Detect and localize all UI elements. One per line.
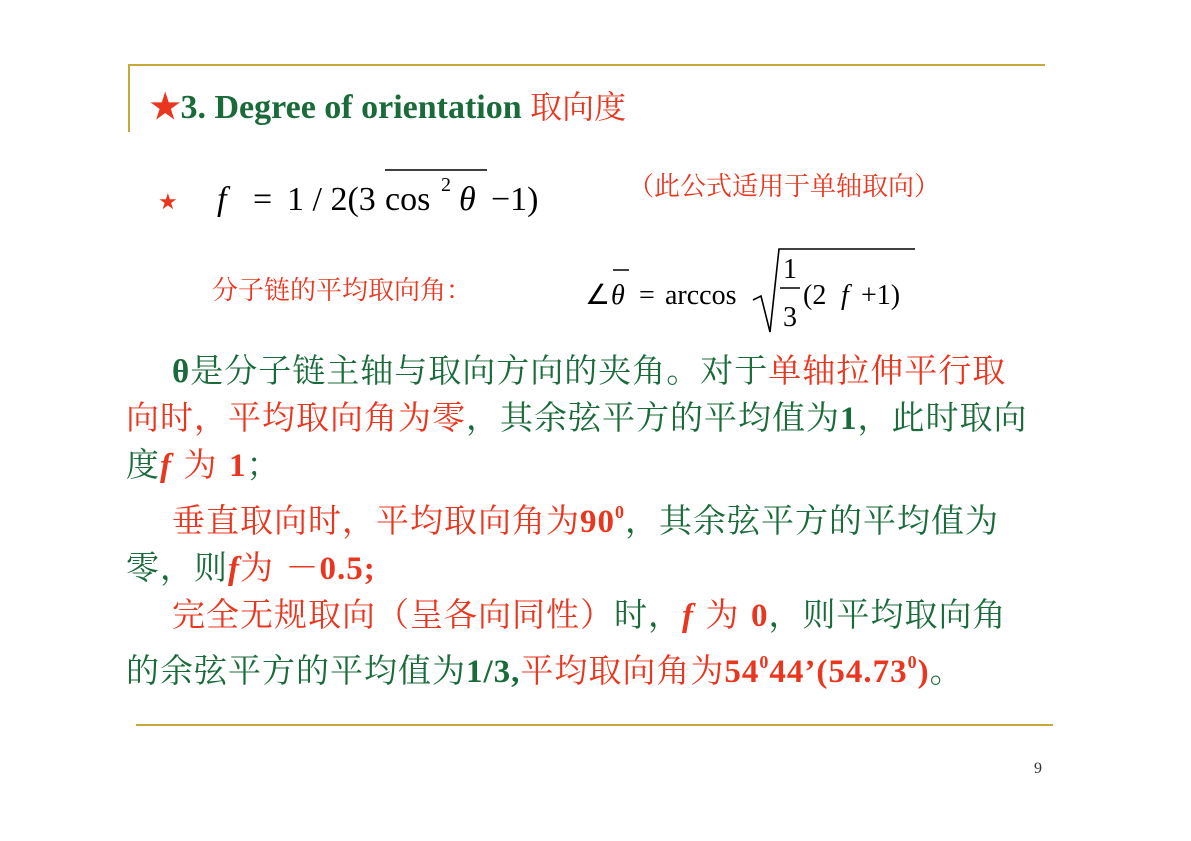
number-span: 1 [840,401,858,437]
theta-symbol: θ [172,354,191,390]
number-span: 0 [750,598,769,634]
paragraph-parallel [126,348,1038,489]
text-span: ，则平均取向角的余弦平方的平均值为 [126,595,1007,690]
left-rule [128,64,130,132]
number-span: 0.5; [319,551,376,587]
formula-note: （此公式适用于单轴取向） [628,172,941,202]
highlight-span: 平均取向角为 [520,651,725,690]
superscript: 0 [907,652,918,672]
highlight-span: 为 [172,445,229,484]
formula-f: f [217,181,227,218]
text-span: ，其余弦平方的平均值为零，则 [126,501,999,587]
bottom-rule [136,724,1053,726]
title-chinese: 取向度 [530,88,627,126]
formula-theta: θ [459,181,476,218]
angle-theta: θ [611,280,625,311]
top-rule [128,64,1045,66]
explanation-text [126,348,1038,695]
highlight-span: 为 [694,595,751,634]
highlight-span: 垂直取向时，平均取向角为 [172,501,580,540]
page-number: 9 [1034,760,1042,777]
formula-rhs-suffix: −1) [491,181,539,218]
star-bullet-icon: ★ [158,190,178,215]
superscript: 0 [759,652,770,672]
text-span: ； [246,445,281,484]
formula-cos: cos [385,181,431,218]
text-span: 时， [614,595,682,634]
text-span: 。 [929,651,964,690]
text-span: ，此时取向度 [126,398,1028,484]
orientation-formula [215,165,575,225]
number-span: 90 [580,504,615,540]
number-span: ) [917,654,930,690]
frac-den: 3 [783,302,797,333]
average-angle-formula [585,240,925,340]
formula-eq: = [253,181,273,218]
number-span: 1 [228,448,247,484]
number-span: 54 [724,654,760,690]
title-text: 3. Degree of orientation [180,89,531,126]
number-span: 1/3, [466,654,521,690]
superscript: 0 [615,502,625,522]
highlight-span: 完全无规取向（呈各向同性） [172,595,614,634]
angle-symbol: ∠ [585,280,611,311]
arg-open: (2 [803,280,827,311]
number-span: 44’(54.73 [769,654,908,690]
paragraph-perpendicular [126,489,1038,592]
slide-title [150,82,626,133]
arccos-fn: arccos [665,280,737,311]
arg-close: +1) [861,280,901,311]
paragraph-random [126,592,1038,695]
text-span: ，其余弦平方的平均值为 [466,398,840,437]
variable-f: f [228,551,240,587]
star-icon: ★ [150,89,181,126]
arg-f: f [841,280,849,311]
text-span: 是分子链主轴与取向方向的夹角。对于 [190,351,769,390]
formula-rhs-prefix: 1 / 2(3 [287,181,376,218]
variable-f: f [160,448,172,484]
average-angle-label: 分子链的平均取向角： [212,276,473,306]
frac-num: 1 [783,254,797,285]
variable-f: f [682,598,694,634]
highlight-span: 单轴拉伸平行取向时，平均取向角为零 [126,351,1007,437]
angle-eq: = [639,280,655,311]
formula-exp: 2 [441,174,451,196]
highlight-span: 为 － [240,548,320,587]
